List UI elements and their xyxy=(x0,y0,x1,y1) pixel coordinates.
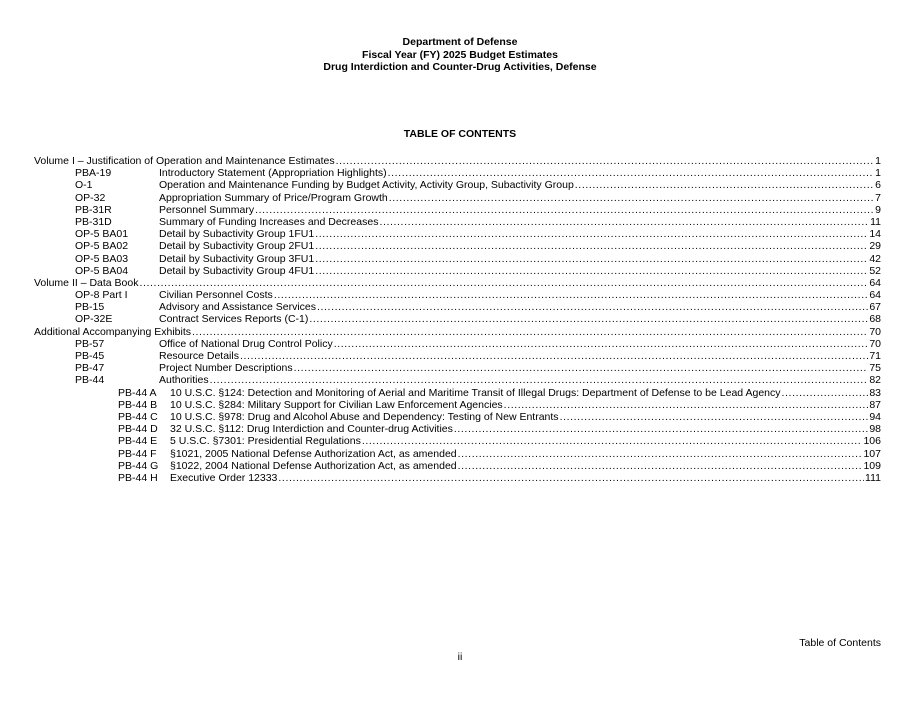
dot-leader xyxy=(782,387,869,399)
toc-entry[interactable] xyxy=(34,167,881,179)
toc-entry-code: PB-31D xyxy=(75,215,112,228)
toc-entry-title: Detail by Subactivity Group 1FU1 xyxy=(159,228,315,241)
toc-title: TABLE OF CONTENTS xyxy=(403,128,517,140)
dot-leader xyxy=(315,228,868,240)
dot-leader xyxy=(192,326,868,338)
toc-entry-title: 5 U.S.C. §7301: Presidential Regulations xyxy=(170,435,361,448)
toc-entry-title: Authorities xyxy=(159,374,209,387)
toc-entry-page-number: 106 xyxy=(863,435,881,448)
toc-entry-page-number: 1 xyxy=(875,167,881,180)
toc-entry-page-number: 70 xyxy=(869,325,881,338)
toc-entry-code: PB-44 xyxy=(75,374,105,387)
toc-entry-title: Advisory and Assistance Services xyxy=(159,301,316,314)
toc-entry-page-number: 70 xyxy=(869,337,881,350)
toc-entry[interactable] xyxy=(34,423,881,435)
toc-entry-code: PB-45 xyxy=(75,350,105,362)
dot-leader xyxy=(362,435,863,447)
toc-entry-code: OP-5 BA01 xyxy=(75,228,129,241)
dot-leader xyxy=(575,179,874,191)
toc-entry-title: Contract Services Reports (C-1) xyxy=(159,313,309,326)
toc-entry-title: §1022, 2004 National Defense Authorization Act, as amended xyxy=(170,459,457,472)
toc-entry-title: Personnel Summary xyxy=(159,203,255,216)
toc-entry[interactable] xyxy=(34,155,881,167)
toc-entry-page-number: 1 xyxy=(875,155,881,167)
toc-entry-title: 10 U.S.C. §124: Detection and Monitoring of Aerial and Maritime Transit of Illegal Drugs: Department of Defense to be Lead Agency xyxy=(170,386,781,399)
toc-entry[interactable] xyxy=(34,301,881,313)
dot-leader xyxy=(389,192,874,204)
toc-entry-code: OP-32 xyxy=(75,191,106,204)
toc-entry-page-number: 87 xyxy=(869,398,881,411)
dot-leader xyxy=(315,265,868,277)
toc-entry-page-number: 64 xyxy=(869,289,881,302)
toc-entry-page-number: 42 xyxy=(869,252,881,265)
toc-entry-page-number: 67 xyxy=(869,301,881,314)
header-program: Drug Interdiction and Counter-Drug Activities, Defense xyxy=(323,61,597,73)
toc-entry-code: OP-5 BA04 xyxy=(75,264,129,277)
toc-entry[interactable] xyxy=(34,472,881,484)
toc-entry-page-number: 98 xyxy=(869,423,881,436)
toc-entry-page-number: 109 xyxy=(863,459,881,472)
dot-leader xyxy=(210,374,869,386)
toc-entry[interactable] xyxy=(34,253,881,265)
dot-leader xyxy=(504,399,869,411)
toc-entry-page-number: 83 xyxy=(869,386,881,399)
toc-entry[interactable] xyxy=(34,387,881,399)
toc-entry-page-number: 6 xyxy=(875,179,881,192)
footer-label: Table of Contents xyxy=(799,637,881,649)
toc-entry[interactable] xyxy=(34,204,881,216)
toc-entry[interactable] xyxy=(34,448,881,460)
header-budget-estimates: Fiscal Year (FY) 2025 Budget Estimates xyxy=(362,48,558,61)
toc-entry[interactable] xyxy=(34,399,881,411)
dot-leader xyxy=(336,155,875,167)
toc-entry-page-number: 82 xyxy=(869,374,881,387)
dot-leader xyxy=(334,338,869,350)
toc-entry-title: 10 U.S.C. §978: Drug and Alcohol Abuse and Dependency: Testing of New Entrants xyxy=(170,410,559,423)
toc-entry-page-number: 11 xyxy=(870,215,881,228)
table-of-contents xyxy=(34,155,881,484)
toc-entry-code: PB-57 xyxy=(75,337,105,350)
toc-entry[interactable] xyxy=(34,460,881,472)
toc-entry-title: §1021, 2005 National Defense Authorization Act, as amended xyxy=(170,447,457,460)
dot-leader xyxy=(388,167,875,179)
footer-page-number: ii xyxy=(457,651,463,663)
toc-entry-title: Civilian Personnel Costs xyxy=(159,289,273,302)
toc-entry[interactable] xyxy=(34,192,881,204)
toc-entry-title: Detail by Subactivity Group 2FU1 xyxy=(159,240,315,253)
toc-entry-title: Additional Accompanying Exhibits xyxy=(34,325,192,338)
toc-entry-code: PB-44 D xyxy=(118,423,158,436)
dot-leader xyxy=(274,289,869,301)
toc-entry-title: Office of National Drug Control Policy xyxy=(159,337,333,350)
toc-entry-title: Executive Order 12333 xyxy=(170,471,278,484)
toc-entry-title: Appropriation Summary of Price/Program Growth xyxy=(159,191,388,204)
toc-entry[interactable] xyxy=(34,411,881,423)
toc-entry-code: PB-44 B xyxy=(118,398,158,411)
toc-entry-page-number: 107 xyxy=(863,447,881,460)
dot-leader xyxy=(294,362,869,374)
toc-entry-code: OP-32E xyxy=(75,313,113,326)
toc-entry[interactable] xyxy=(34,338,881,350)
toc-entry-page-number: 7 xyxy=(875,191,881,204)
toc-entry-code: PB-47 xyxy=(75,362,105,375)
toc-entry-code: OP-5 BA02 xyxy=(75,240,129,253)
document-header xyxy=(0,36,920,74)
toc-entry[interactable] xyxy=(34,265,881,277)
toc-entry-code: PB-31R xyxy=(75,203,112,216)
toc-entry[interactable] xyxy=(34,240,881,252)
toc-entry-code: PBA-19 xyxy=(75,167,112,180)
toc-entry[interactable] xyxy=(34,326,881,338)
toc-entry-title: Project Number Descriptions xyxy=(159,362,293,375)
dot-leader xyxy=(317,301,868,313)
toc-entry-page-number: 75 xyxy=(869,362,881,375)
toc-entry[interactable] xyxy=(34,216,881,228)
toc-entry-title: Detail by Subactivity Group 4FU1 xyxy=(159,264,315,277)
toc-entry-title: Operation and Maintenance Funding by Budget Activity, Activity Group, Subactivity Group xyxy=(159,179,574,192)
toc-entry-code: O-1 xyxy=(75,179,93,192)
toc-entry-code: PB-44 A xyxy=(118,386,157,399)
toc-entry-title: 32 U.S.C. §112: Drug Interdiction and Counter-drug Activities xyxy=(170,423,453,436)
toc-entry-code: PB-44 F xyxy=(118,447,157,460)
toc-entry-page-number: 9 xyxy=(875,203,881,216)
toc-entry[interactable] xyxy=(34,374,881,386)
toc-entry-code: PB-15 xyxy=(75,301,105,314)
toc-entry-title: Summary of Funding Increases and Decreases xyxy=(159,215,379,228)
toc-entry[interactable] xyxy=(34,277,881,289)
toc-entry[interactable] xyxy=(34,228,881,240)
toc-entry-page-number: 14 xyxy=(869,228,881,241)
dot-leader xyxy=(255,204,874,216)
toc-entry[interactable] xyxy=(34,350,881,362)
toc-entry-page-number: 64 xyxy=(869,276,881,289)
dot-leader xyxy=(278,472,864,484)
toc-entry[interactable] xyxy=(34,362,881,374)
toc-entry-page-number: 94 xyxy=(869,410,881,423)
toc-entry-code: PB-44 H xyxy=(118,471,158,484)
toc-entry-title: Volume II – Data Book xyxy=(34,276,139,289)
header-department: Department of Defense xyxy=(402,36,518,48)
dot-leader xyxy=(315,253,868,265)
dot-leader xyxy=(379,216,869,228)
toc-entry-code: OP-8 Part I xyxy=(75,289,128,302)
dot-leader xyxy=(240,350,868,362)
dot-leader xyxy=(458,460,863,472)
toc-entry-code: PB-44 C xyxy=(118,410,158,423)
toc-entry[interactable] xyxy=(34,435,881,447)
toc-entry-code: PB-44 G xyxy=(118,459,159,472)
toc-entry[interactable] xyxy=(34,179,881,191)
toc-entry[interactable] xyxy=(34,313,881,325)
toc-entry-page-number: 111 xyxy=(865,471,881,484)
toc-entry-code: PB-44 E xyxy=(118,435,158,448)
toc-entry-title: 10 U.S.C. §284: Military Support for Civilian Law Enforcement Agencies xyxy=(170,398,503,411)
toc-entry-page-number: 52 xyxy=(869,264,881,277)
dot-leader xyxy=(139,277,868,289)
toc-entry[interactable] xyxy=(34,289,881,301)
toc-entry-page-number: 29 xyxy=(869,240,881,253)
dot-leader xyxy=(560,411,869,423)
dot-leader xyxy=(315,240,868,252)
toc-entry-title: Detail by Subactivity Group 3FU1 xyxy=(159,252,315,265)
dot-leader xyxy=(458,448,863,460)
dot-leader xyxy=(309,313,868,325)
toc-entry-title: Resource Details xyxy=(159,350,239,362)
toc-entry-code: OP-5 BA03 xyxy=(75,252,129,265)
dot-leader xyxy=(454,423,868,435)
toc-entry-title: Volume I – Justification of Operation and Maintenance Estimates xyxy=(34,155,335,167)
toc-entry-title: Introductory Statement (Appropriation Highlights) xyxy=(159,167,387,180)
toc-entry-page-number: 71 xyxy=(869,350,881,362)
toc-entry-page-number: 68 xyxy=(869,313,881,326)
